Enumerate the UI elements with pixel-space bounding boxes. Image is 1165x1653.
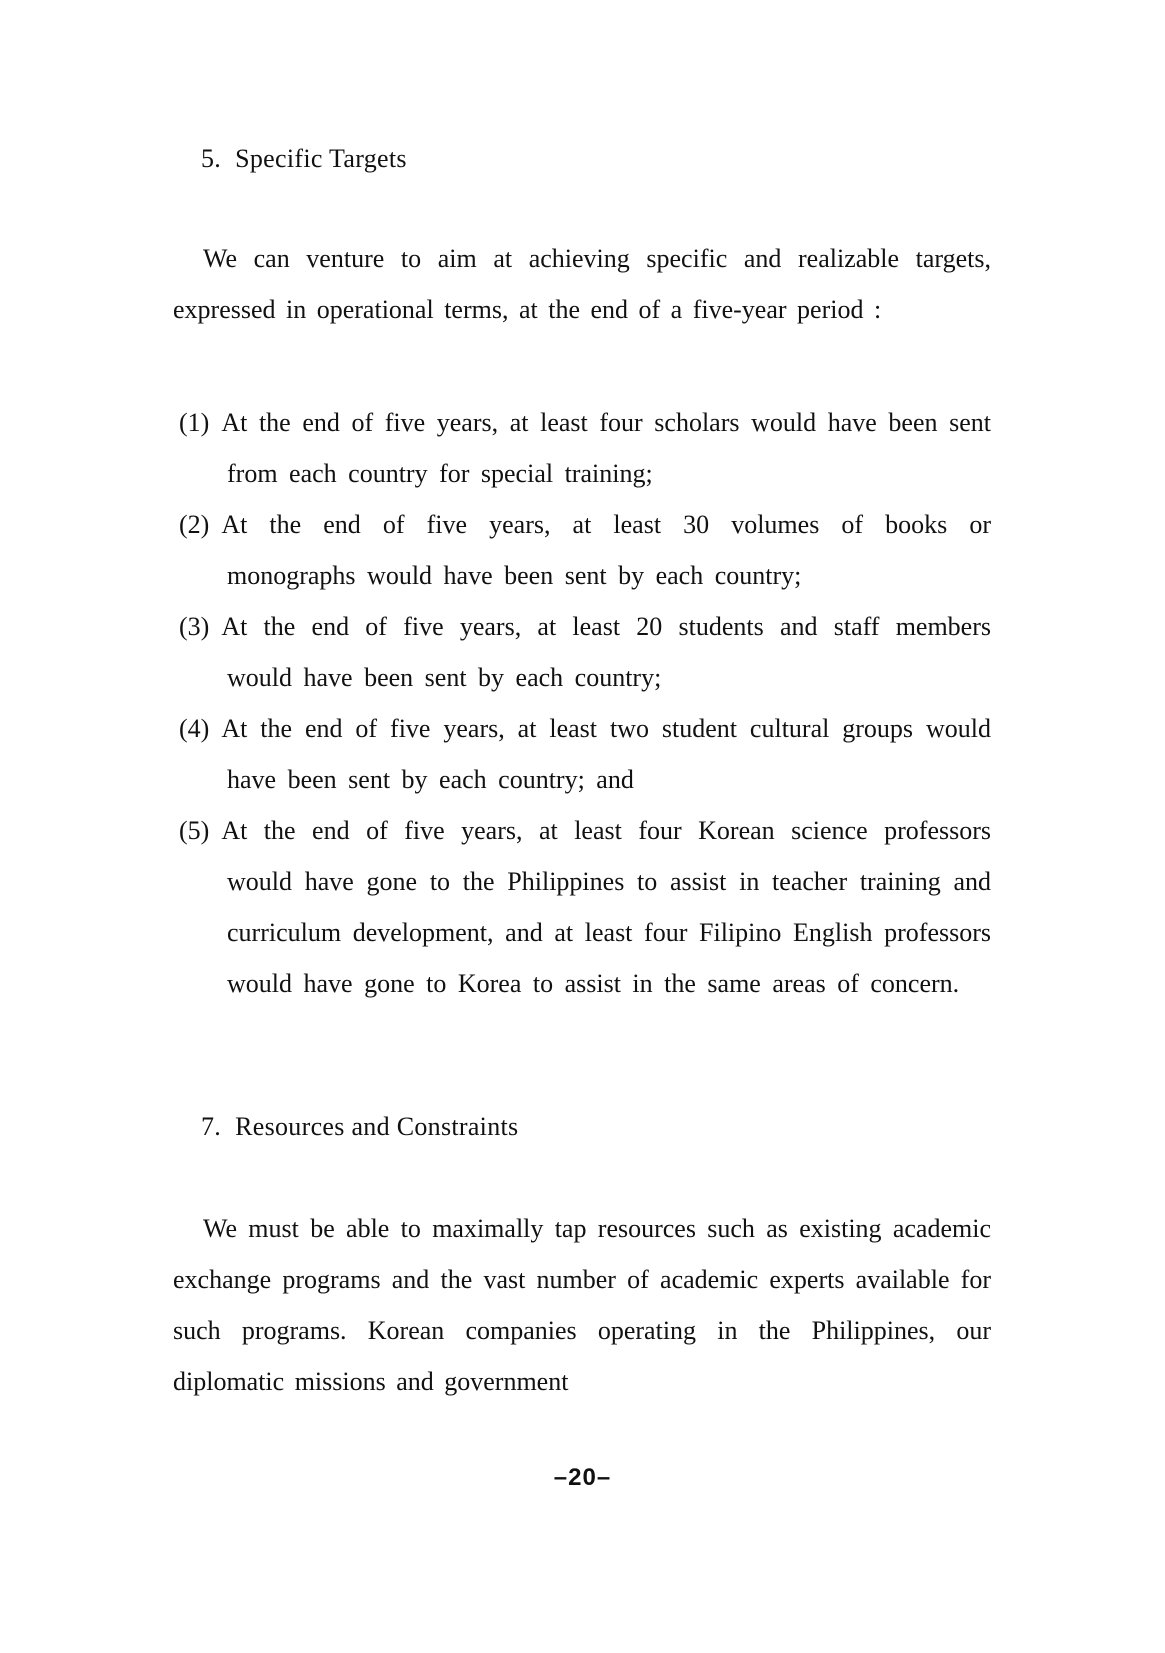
target-item-5	[179, 805, 991, 1009]
target-item-3	[179, 601, 991, 703]
section-7-title: Resources and Constraints	[235, 1112, 519, 1141]
section-5-number: 5.	[201, 144, 222, 173]
target-text-2: At the end of five years, at least 30 volumes of books or monographs would have been sent by each country;	[221, 510, 991, 590]
target-text-5: At the end of five years, at least four Korean science professors would have gone to the Philippines to assist in teacher training and curriculum development, and at least four Filipino English professors would have gone to Korea to assist in the same areas of concern.	[221, 816, 991, 998]
target-item-4	[179, 703, 991, 805]
target-marker-4: (4)	[179, 714, 210, 743]
page-number: –20–	[553, 1464, 612, 1491]
target-marker-3: (3)	[179, 612, 210, 641]
section-5-intro: We can venture to aim at achieving specific and realizable targets, expressed in operational terms, at the end of a five-year period :	[173, 244, 991, 324]
target-text-4: At the end of five years, at least two student cultural groups would have been sent by each country; and	[221, 714, 991, 794]
target-item-1	[179, 397, 991, 499]
target-marker-1: (1)	[179, 408, 210, 437]
section-7-body: We must be able to maximally tap resources such as existing academic exchange programs and the vast number of academic experts available for such programs. Korean companies operating in the Philippines, our diplomatic missions and government	[173, 1214, 991, 1396]
target-marker-2: (2)	[179, 510, 210, 539]
section-5-heading	[201, 143, 407, 175]
section-7-number: 7.	[201, 1112, 222, 1141]
target-text-1: At the end of five years, at least four scholars would have been sent from each country for special training;	[221, 408, 991, 488]
target-item-2	[179, 499, 991, 601]
target-text-3: At the end of five years, at least 20 students and staff members would have been sent by each country;	[221, 612, 991, 692]
section-5-title: Specific Targets	[235, 144, 407, 173]
targets-list	[179, 397, 991, 1009]
section-7-heading	[201, 1111, 518, 1143]
target-marker-5: (5)	[179, 816, 210, 845]
